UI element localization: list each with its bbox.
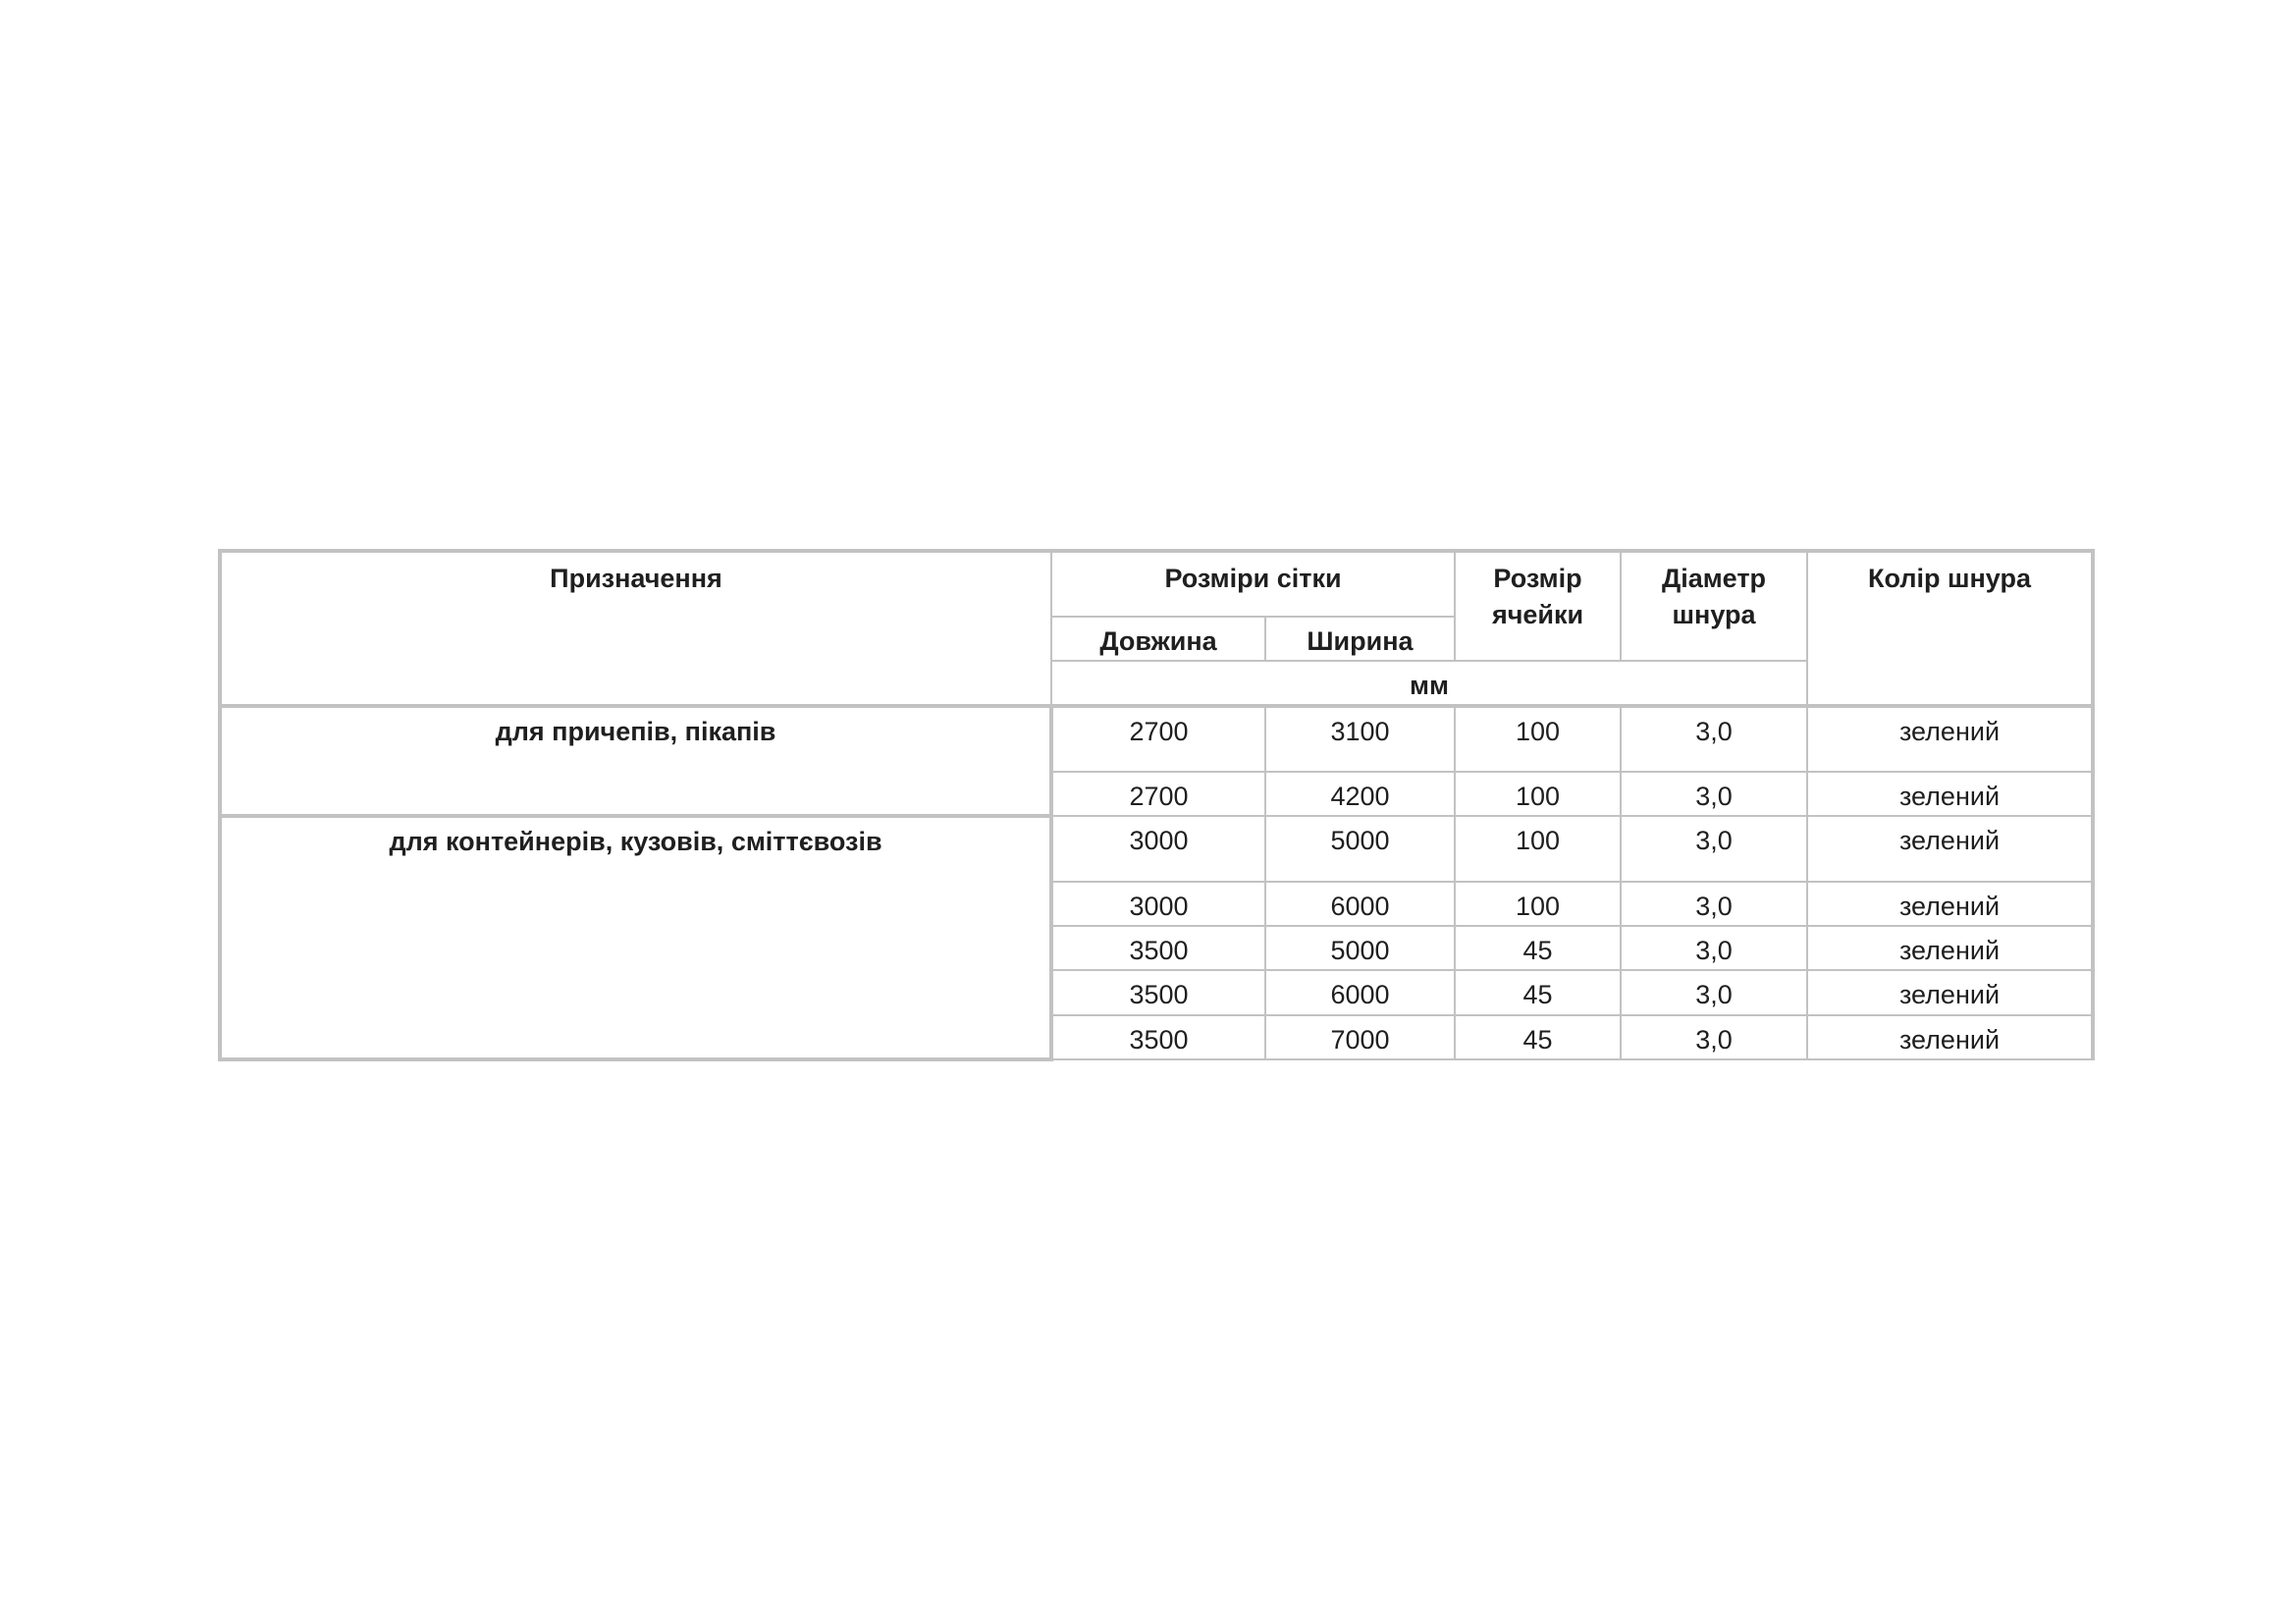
header-mesh-size: Розмір ячейки <box>1455 551 1621 661</box>
mesh-size-cell: 45 <box>1455 926 1621 970</box>
cord-color-cell: зелений <box>1807 882 2093 926</box>
cord-diameter-cell: 3,0 <box>1621 882 1807 926</box>
cord-diameter-cell: 3,0 <box>1621 706 1807 772</box>
mesh-size-cell: 100 <box>1455 772 1621 816</box>
cord-color-cell: зелений <box>1807 772 2093 816</box>
length-cell: 3000 <box>1051 882 1265 926</box>
header-width: Ширина <box>1265 617 1455 661</box>
header-unit: мм <box>1051 661 1807 706</box>
mesh-size-cell: 100 <box>1455 882 1621 926</box>
header-cord-color: Колір шнура <box>1807 551 2093 706</box>
cord-color-cell: зелений <box>1807 970 2093 1015</box>
width-cell: 7000 <box>1265 1015 1455 1059</box>
width-cell: 3100 <box>1265 706 1455 772</box>
cord-color-cell: зелений <box>1807 926 2093 970</box>
cord-color-cell: зелений <box>1807 1015 2093 1059</box>
header-purpose: Призначення <box>220 551 1051 706</box>
length-cell: 3500 <box>1051 926 1265 970</box>
cord-color-cell: зелений <box>1807 816 2093 882</box>
cord-diameter-cell: 3,0 <box>1621 772 1807 816</box>
width-cell: 5000 <box>1265 816 1455 882</box>
cord-diameter-cell: 3,0 <box>1621 970 1807 1015</box>
mesh-size-cell: 100 <box>1455 706 1621 772</box>
length-cell: 3500 <box>1051 1015 1265 1059</box>
length-cell: 2700 <box>1051 772 1265 816</box>
width-cell: 6000 <box>1265 882 1455 926</box>
length-cell: 3000 <box>1051 816 1265 882</box>
width-cell: 6000 <box>1265 970 1455 1015</box>
cord-color-cell: зелений <box>1807 706 2093 772</box>
length-cell: 2700 <box>1051 706 1265 772</box>
net-specs-table <box>218 549 2095 1061</box>
cord-diameter-cell: 3,0 <box>1621 1015 1807 1059</box>
cord-diameter-cell: 3,0 <box>1621 926 1807 970</box>
length-cell: 3500 <box>1051 970 1265 1015</box>
purpose-cell: для контейнерів, кузовів, сміттєвозів <box>220 816 1051 1059</box>
mesh-size-cell: 100 <box>1455 816 1621 882</box>
width-cell: 4200 <box>1265 772 1455 816</box>
width-cell: 5000 <box>1265 926 1455 970</box>
header-cord-diameter: Діаметр шнура <box>1621 551 1807 661</box>
purpose-cell: для причепів, пікапів <box>220 706 1051 816</box>
header-net-size: Розміри сітки <box>1051 551 1455 617</box>
mesh-size-cell: 45 <box>1455 1015 1621 1059</box>
cord-diameter-cell: 3,0 <box>1621 816 1807 882</box>
header-length: Довжина <box>1051 617 1265 661</box>
mesh-size-cell: 45 <box>1455 970 1621 1015</box>
